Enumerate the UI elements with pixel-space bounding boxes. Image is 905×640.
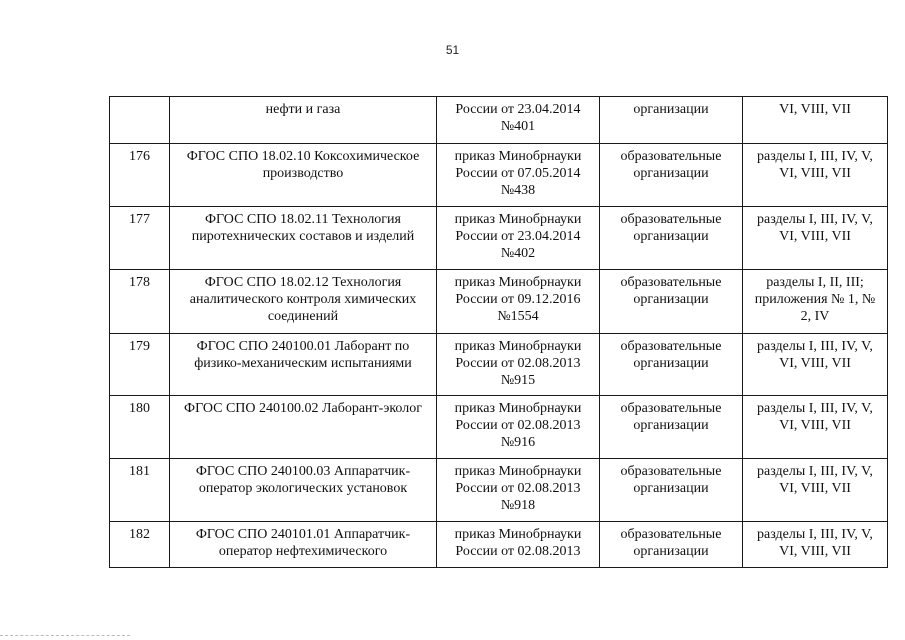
row-number: 179: [129, 339, 150, 354]
organization-type: образовательные организации: [620, 464, 722, 496]
standard-name-cell: [170, 522, 437, 568]
sections: разделы I, III, IV, V, VI, VIII, VII: [757, 527, 873, 559]
sections-cell: [743, 334, 888, 396]
standard-name-cell: [170, 459, 437, 522]
standard-name-cell: [170, 97, 437, 144]
sections-cell: [743, 522, 888, 568]
order-cell: [437, 144, 600, 207]
organization-cell: [600, 97, 743, 144]
row-number: 178: [129, 275, 150, 290]
order-cell: [437, 207, 600, 270]
sections-cell: [743, 207, 888, 270]
table-row: [110, 334, 888, 396]
row-number-cell: [110, 207, 170, 270]
standard-name: ФГОС СПО 18.02.12 Технология аналитического контроля химических соединений: [189, 275, 417, 324]
row-number: 176: [129, 149, 150, 164]
row-number-cell: [110, 144, 170, 207]
row-number-cell: [110, 396, 170, 459]
organization-type: образовательные организации: [620, 339, 722, 371]
row-number: 182: [129, 527, 150, 542]
sections: разделы I, III, IV, V, VI, VIII, VII: [757, 212, 873, 244]
standard-name: ФГОС СПО 240100.02 Лаборант-эколог: [184, 401, 422, 416]
table-row: [110, 97, 888, 144]
approving-order: приказ Минобрнауки России от 07.05.2014 №438: [454, 149, 582, 198]
sections-cell: [743, 97, 888, 144]
sections-cell: [743, 396, 888, 459]
scan-footer-mark: [0, 635, 130, 638]
standard-name: нефти и газа: [265, 102, 341, 117]
organization-cell: [600, 396, 743, 459]
order-cell: [437, 396, 600, 459]
approving-order: приказ Минобрнауки России от 23.04.2014 №402: [454, 212, 582, 261]
standard-name: ФГОС СПО 240100.01 Лаборант по физико-механическим испытаниями: [194, 339, 412, 371]
standard-name-cell: [170, 334, 437, 396]
organization-cell: [600, 459, 743, 522]
page-number: 51: [445, 43, 460, 57]
standard-name-cell: [170, 270, 437, 334]
standard-name: ФГОС СПО 240101.01 Аппаратчик- оператор нефтехимического: [195, 527, 411, 559]
row-number-cell: [110, 459, 170, 522]
row-number: 180: [129, 401, 150, 416]
table-row: [110, 522, 888, 568]
table-row: [110, 207, 888, 270]
organization-cell: [600, 144, 743, 207]
sections: разделы I, III, IV, V, VI, VIII, VII: [757, 401, 873, 433]
organization-type: образовательные организации: [620, 212, 722, 244]
order-cell: [437, 459, 600, 522]
order-cell: [437, 334, 600, 396]
table-row: [110, 459, 888, 522]
sections: разделы I, III, IV, V, VI, VIII, VII: [757, 464, 873, 496]
organization-type: образовательные организации: [620, 149, 722, 181]
approving-order: приказ Минобрнауки России от 02.08.2013 №915: [454, 339, 582, 388]
sections: разделы I, III, IV, V, VI, VIII, VII: [757, 149, 873, 181]
standard-name-cell: [170, 396, 437, 459]
table-row: [110, 396, 888, 459]
organization-type: образовательные организации: [620, 275, 722, 307]
standard-name: ФГОС СПО 240100.03 Аппаратчик- оператор экологических установок: [195, 464, 411, 496]
table-row: [110, 270, 888, 334]
organization-cell: [600, 270, 743, 334]
order-cell: [437, 270, 600, 334]
standard-name-cell: [170, 207, 437, 270]
standard-name: ФГОС СПО 18.02.11 Технология пиротехнических составов и изделий: [191, 212, 415, 244]
approving-order: России от 23.04.2014 №401: [455, 102, 581, 134]
row-number: 181: [129, 464, 150, 479]
row-number-cell: [110, 334, 170, 396]
standard-name-cell: [170, 144, 437, 207]
row-number-cell: [110, 270, 170, 334]
approving-order: приказ Минобрнауки России от 02.08.2013: [454, 527, 582, 559]
order-cell: [437, 97, 600, 144]
sections: VI, VIII, VII: [779, 102, 851, 117]
sections: разделы I, III, IV, V, VI, VIII, VII: [757, 339, 873, 371]
table-row: [110, 144, 888, 207]
standard-name: ФГОС СПО 18.02.10 Коксохимическое производство: [186, 149, 420, 181]
standards-table: [109, 96, 888, 568]
organization-cell: [600, 207, 743, 270]
organization-type: образовательные организации: [620, 401, 722, 433]
row-number-cell: [110, 522, 170, 568]
organization-type: образовательные организации: [620, 527, 722, 559]
approving-order: приказ Минобрнауки России от 09.12.2016 №1554: [454, 275, 582, 324]
order-cell: [437, 522, 600, 568]
organization-cell: [600, 334, 743, 396]
organization-type: организации: [633, 102, 709, 117]
row-number-cell: [110, 97, 170, 144]
sections: разделы I, II, III; приложения № 1, № 2, IV: [754, 275, 876, 324]
approving-order: приказ Минобрнауки России от 02.08.2013 №918: [454, 464, 582, 513]
sections-cell: [743, 270, 888, 334]
approving-order: приказ Минобрнауки России от 02.08.2013 №916: [454, 401, 582, 450]
row-number: 177: [129, 212, 150, 227]
sections-cell: [743, 459, 888, 522]
sections-cell: [743, 144, 888, 207]
organization-cell: [600, 522, 743, 568]
